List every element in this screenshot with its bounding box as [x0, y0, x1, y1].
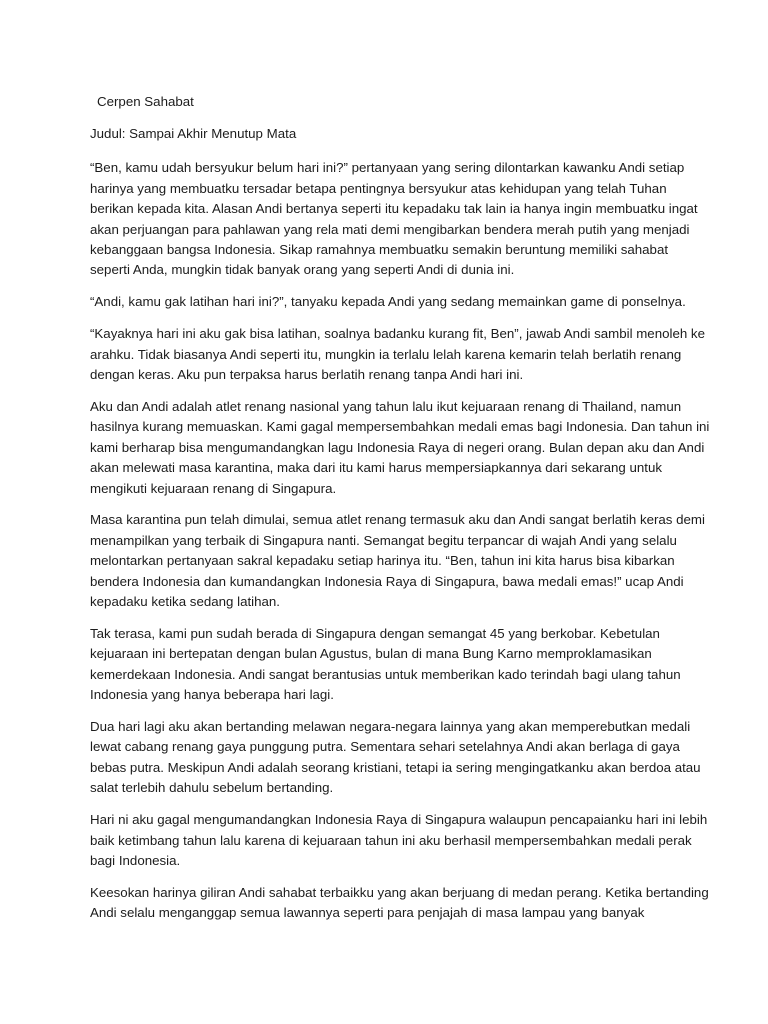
- text-line: kepadaku ketika sedang latihan.: [90, 594, 280, 610]
- text-line: “Ben, kamu udah bersyukur belum hari ini?” pertanyaan yang sering dilontarkan kawanku Andi setiap: [90, 160, 685, 176]
- paragraph: [90, 717, 750, 799]
- text-line: Masa karantina pun telah dimulai, semua atlet renang termasuk aku dan Andi sangat berlatih keras demi: [90, 512, 705, 528]
- text-line: akan perjuangan para pahlawan yang rela mati demi mengibarkan bendera merah putih yang menjadi: [90, 221, 690, 237]
- text-line: kejuaraan ini bertepatan dengan bulan Agustus, bulan di mana Bung Karno memproklamasikan: [90, 646, 652, 662]
- text-line: bendera Indonesia dan kumandangkan Indonesia Raya di Singapura, bawa medali emas!” ucap Andi: [90, 573, 684, 589]
- paragraph: [90, 292, 750, 312]
- document-body: [90, 92, 750, 935]
- text-line: “Andi, kamu gak latihan hari ini?”, tanyaku kepada Andi yang sedang memainkan game di ponselnya.: [90, 294, 686, 310]
- story-heading: Judul: Sampai Akhir Menutup Mata: [90, 125, 297, 141]
- text-line: kebanggaan bangsa Indonesia. Sikap ramahnya membuatku semakin beruntung memiliki sahabat: [90, 241, 669, 257]
- text-line: Indonesia yang hanya beberapa hari lagi.: [90, 687, 334, 703]
- text-line: Tak terasa, kami pun sudah berada di Singapura dengan semangat 45 yang berkobar. Kebetulan: [90, 625, 660, 641]
- text-line: Hari ni aku gagal mengumandangkan Indonesia Raya di Singapura walaupun pencapaianku hari ini lebih: [90, 812, 708, 828]
- text-line: bagi Indonesia.: [90, 853, 181, 868]
- paragraph: [90, 397, 750, 499]
- text-line: “Kayaknya hari ini aku gak bisa latihan, soalnya badanku kurang fit, Ben”, jawab Andi sambil menoleh ke: [90, 326, 705, 342]
- text-line: kemerdekaan Indonesia. Andi sangat berantusias untuk memberikan kado terindah bagi ulang tahun: [90, 666, 681, 682]
- text-line: salat terlebih dahulu sebelum bertanding.: [90, 780, 334, 796]
- paragraph: [90, 158, 750, 280]
- text-line: berikan kepada kita. Alasan Andi bertanya seperti itu kepadaku tak lain ia hanya ingin membuatku ingat: [90, 201, 698, 217]
- text-line: Andi selalu menganggap semua lawannya seperti para penjajah di masa lampau yang banyak: [90, 905, 645, 921]
- text-line: lewat cabang renang gaya punggung putra. Sementara sehari setelahnya Andi akan berlaga di gaya: [90, 739, 680, 755]
- text-line: baik ketimbang tahun lalu karena di kejuaraan tahun ini aku berhasil mempersembahkan medali perak: [90, 832, 692, 848]
- text-line: harinya yang membuatku tersadar betapa pentingnya bersyukur atas kehidupan yang telah Tuhan: [90, 180, 667, 196]
- paragraph: [90, 810, 750, 871]
- text-line: seperti Anda, mungkin tidak banyak orang yang seperti Andi di dunia ini.: [90, 262, 515, 278]
- paragraph: [90, 883, 750, 924]
- text-line: menampilkan yang terbaik di Singapura nanti. Semangat begitu terpancar di wajah Andi yang selalu: [90, 532, 677, 548]
- text-line: hasilnya kurang memuaskan. Kami gagal mempersembahkan medali emas bagi Indonesia. Dan tahun ini: [90, 419, 710, 435]
- document-title: Cerpen Sahabat: [97, 94, 194, 109]
- paragraph: [90, 324, 750, 385]
- text-line: melontarkan pertanyaan sakral kepadaku setiap harinya itu. “Ben, tahun ini kita harus bisa kibarkan: [90, 553, 675, 569]
- text-line: Dua hari lagi aku akan bertanding melawan negara-negara lainnya yang akan memperebutkan medali: [90, 719, 691, 735]
- text-line: akan melewati masa karantina, maka dari itu kami harus mempersiapkannya dari sekarang untuk: [90, 460, 663, 476]
- text-line: arahku. Tidak biasanya Andi seperti itu, mungkin ia terlalu lelah karena kemarin telah berlatih renang: [90, 346, 682, 362]
- text-line: bebas putra. Meskipun Andi adalah seorang kristiani, tetapi ia sering mengingatkanku akan berdoa atau: [90, 759, 701, 775]
- text-line: dengan keras. Aku pun terpaksa harus berlatih renang tanpa Andi hari ini.: [90, 366, 524, 382]
- paragraph: [90, 510, 750, 612]
- text-line: kami berharap bisa mengumandangkan lagu Indonesia Raya di negeri orang. Bulan depan aku dan Andi: [90, 439, 705, 455]
- text-line: Aku dan Andi adalah atlet renang nasional yang tahun lalu ikut kejuaraan renang di Thailand, namun: [90, 398, 682, 414]
- paragraph: [90, 624, 750, 706]
- text-line: Keesokan harinya giliran Andi sahabat terbaikku yang akan berjuang di medan perang. Ketika bertanding: [90, 884, 709, 900]
- text-line: mengikuti kejuaraan renang di Singapura.: [90, 480, 337, 496]
